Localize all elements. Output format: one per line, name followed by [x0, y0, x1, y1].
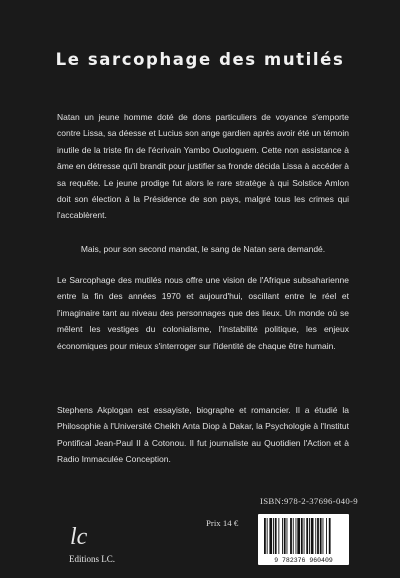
- synopsis-paragraph-1: [57, 109, 349, 224]
- publisher-logo: [58, 523, 130, 569]
- barcode-bar: [315, 518, 316, 554]
- barcode-bar: [320, 518, 322, 554]
- barcode-bar: [304, 518, 305, 554]
- barcode-icon: [258, 514, 349, 565]
- barcode-bar: [311, 518, 314, 554]
- barcode-bar: [309, 518, 310, 554]
- barcode-bar: [282, 518, 283, 554]
- synopsis-paragraph-2: [57, 241, 349, 257]
- synopsis-text-3: Le Sarcophage des mutilés nous offre une vision de l'Afrique subsaharienne entre la fin des années 1970 et aujourd'hui, oscillant entre le réel et l'imaginaire tant au niveau des personnages que des lieux. Un monde où se mêlent les vestiges du colonialisme, l'instabilité politique, les enjeux économiques pour mieux s'interroger sur l'identité de chaque être humain.: [57, 275, 349, 351]
- synopsis-paragraph-3: [57, 272, 349, 354]
- barcode-bar: [290, 518, 292, 554]
- barcode-bar: [273, 518, 274, 554]
- barcode-digits: 9 782376 960409: [274, 557, 333, 564]
- barcode-bar: [297, 518, 300, 554]
- book-title: Le sarcophage des mutilés: [55, 50, 345, 69]
- barcode-bar: [264, 518, 266, 554]
- barcode: [258, 514, 349, 565]
- publisher-name: Editions LC.: [68, 554, 115, 564]
- author-bio: [57, 402, 349, 468]
- price-label: Prix 14 €: [206, 518, 239, 528]
- barcode-bar: [287, 518, 288, 554]
- barcode-bar: [326, 518, 327, 554]
- barcode-bar: [284, 518, 286, 554]
- barcode-bar: [269, 518, 272, 554]
- barcode-bar: [278, 518, 279, 554]
- author-bio-text: Stephens Akplogan est essayiste, biographe et romancier. Il a étudié la Philosophie à l'Université Cheikh Anta Diop à Dakar, la Psychologie à l'Institut Pontifical Jean-Paul II à Cotonou. Il fut journaliste au Quotidien l'Action et à Radio Immaculée Conception.: [57, 405, 349, 465]
- barcode-bar: [306, 518, 308, 554]
- barcode-bar: [317, 518, 319, 554]
- barcode-bar: [329, 518, 331, 554]
- synopsis-text-2: Mais, pour son second mandat, le sang de Natan sera demandé.: [80, 244, 326, 254]
- barcode-bar: [267, 518, 268, 554]
- publisher-mark: lc: [70, 524, 88, 550]
- barcode-bar: [296, 518, 297, 554]
- synopsis-text-1: Natan un jeune homme doté de dons particuliers de voyance s'emporte contre Lissa, sa déesse et Lucius son ange gardien après avoir été un témoin inutile de la triste fin de l'écrivain Yambo Ouologuem. Cette non assistance à âme en détresse qu'il brandit pour justifier sa fronde décida Lissa à accéder à sa requête. Le jeune prodige fut alors le rare stratège à qui Solstice Amlon doit son élection à la Présidence de son pays, malgré tous les crimes qui l'accablèrent.: [57, 112, 350, 221]
- barcode-bar: [293, 518, 294, 554]
- barcode-bar: [301, 518, 303, 554]
- barcode-bar: [323, 518, 324, 554]
- isbn-label: ISBN:978-2-37696-040-9: [260, 496, 358, 506]
- barcode-bar: [275, 518, 277, 554]
